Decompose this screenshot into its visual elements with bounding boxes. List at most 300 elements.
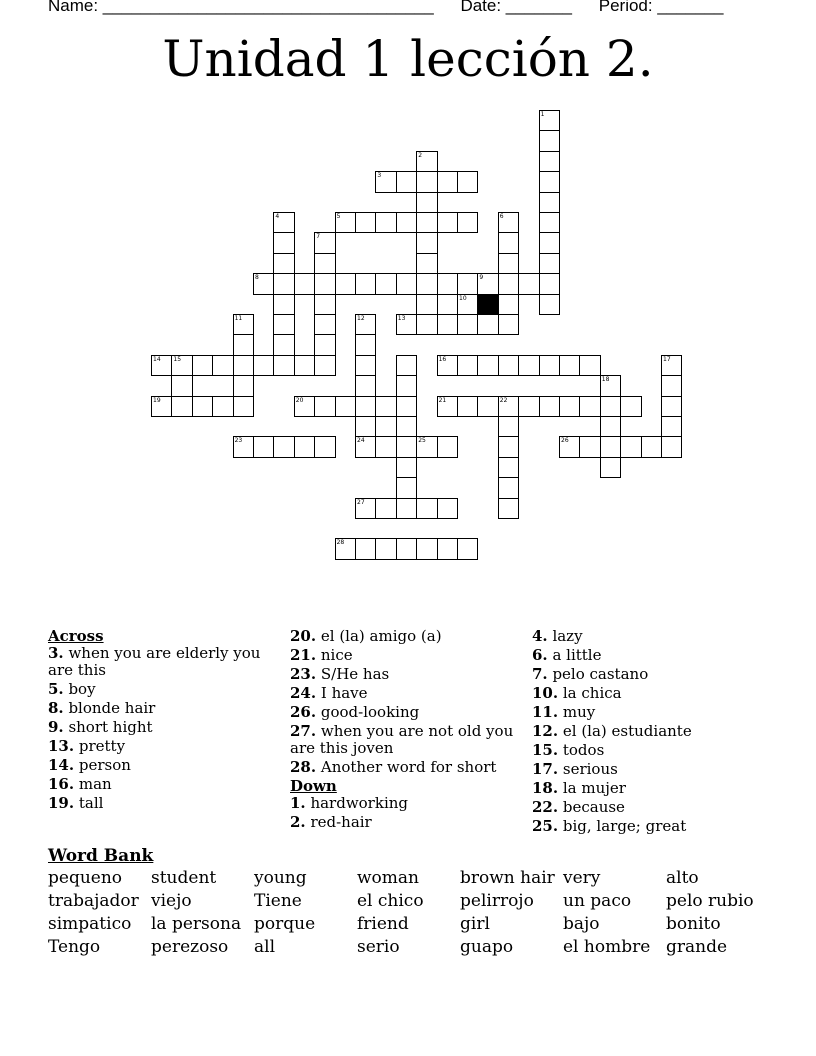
crossword-cell[interactable] [457, 538, 478, 559]
crossword-cell[interactable] [518, 355, 539, 376]
clue-text: because [558, 798, 625, 816]
crossword-cell[interactable] [457, 396, 478, 417]
crossword-cell[interactable] [253, 273, 274, 294]
crossword-cell[interactable] [314, 436, 335, 457]
clue-text: pelo castano [547, 665, 649, 683]
down-clue [532, 818, 772, 835]
clue-number: 27. [290, 722, 317, 740]
crossword-cell[interactable] [437, 396, 458, 417]
crossword-cell[interactable] [375, 498, 396, 519]
clue-text: el (la) amigo (a) [316, 627, 442, 645]
cell-number: 1 [540, 111, 545, 118]
crossword-cell[interactable] [498, 294, 519, 315]
clue-number: 16. [48, 775, 75, 793]
period-field[interactable]: Period: _______ [598, 0, 724, 15]
crossword-cell[interactable] [335, 273, 356, 294]
word-bank [48, 868, 769, 957]
down-clue [532, 666, 772, 683]
crossword-cell[interactable] [457, 294, 478, 315]
crossword-cell[interactable] [273, 273, 294, 294]
crossword-cell[interactable] [355, 273, 376, 294]
word-bank-item: la persona [151, 914, 242, 934]
crossword-cell[interactable] [416, 171, 437, 192]
word-bank-item: young [254, 868, 307, 888]
down-clue [290, 814, 530, 831]
crossword-cell[interactable] [437, 436, 458, 457]
cell-number: 18 [601, 376, 610, 384]
clue-text: a little [547, 646, 602, 664]
crossword-cell[interactable] [457, 355, 478, 376]
date-field[interactable]: Date: _______ [460, 0, 572, 15]
clue-text: lazy [547, 627, 583, 645]
crossword-cell[interactable] [212, 355, 233, 376]
clue-number: 22. [532, 798, 559, 816]
down-clue [532, 799, 772, 816]
clue-number: 3. [48, 644, 64, 662]
crossword-cell[interactable] [396, 375, 417, 396]
clue-number: 12. [532, 722, 559, 740]
crossword-cell[interactable] [539, 212, 560, 233]
crossword-cell[interactable] [396, 314, 417, 335]
across-heading: Across [48, 627, 104, 645]
crossword-cell[interactable] [396, 212, 417, 233]
crossword-cell[interactable] [233, 334, 254, 355]
crossword-cell[interactable] [375, 436, 396, 457]
page-title: Unidad 1 lección 2. [162, 30, 654, 88]
clue-text: good-looking [316, 703, 420, 721]
down-clue [532, 647, 772, 664]
cell-number: 13 [397, 315, 406, 322]
clue-number: 19. [48, 794, 75, 812]
crossword-cell[interactable] [314, 334, 335, 355]
crossword-cell[interactable] [314, 355, 335, 376]
word-bank-item: serio [357, 937, 400, 957]
word-bank-item: Tengo [48, 937, 101, 957]
crossword-cell[interactable] [233, 314, 254, 335]
word-bank-title: Word Bank [48, 846, 154, 866]
crossword-cell[interactable] [437, 314, 458, 335]
cell-number: 7 [316, 233, 321, 241]
clue-text: serious [558, 760, 618, 778]
crossword-cell[interactable] [539, 110, 560, 131]
crossword-cell[interactable] [396, 396, 417, 417]
crossword-cell[interactable] [579, 396, 600, 417]
crossword-cell[interactable] [457, 212, 478, 233]
clue-text: boy [63, 680, 96, 698]
crossword-cell[interactable] [539, 151, 560, 172]
clue-text: la mujer [558, 779, 626, 797]
crossword-cell[interactable] [498, 253, 519, 274]
crossword-cell[interactable] [518, 273, 539, 294]
crossword-cell[interactable] [253, 355, 274, 376]
crossword-cell[interactable] [396, 477, 417, 498]
down-clue [290, 795, 530, 812]
crossword-cell[interactable] [396, 436, 417, 457]
clues-column-1 [48, 628, 288, 814]
clue-number: 10. [532, 684, 559, 702]
crossword-cell[interactable] [396, 273, 417, 294]
crossword-cell[interactable] [355, 375, 376, 396]
crossword-cell[interactable] [396, 416, 417, 437]
clue-text: blonde hair [63, 699, 156, 717]
across-clue [290, 704, 530, 721]
cell-number: 24 [357, 437, 365, 445]
crossword-cell[interactable] [579, 355, 600, 376]
crossword-cell[interactable] [539, 294, 560, 315]
crossword-cell[interactable] [375, 396, 396, 417]
down-heading: Down [290, 777, 337, 795]
crossword-cell[interactable] [273, 436, 294, 457]
crossword-cell[interactable] [600, 416, 621, 437]
cell-number: 15 [173, 355, 182, 363]
clue-number: 13. [48, 737, 75, 755]
crossword-cell[interactable] [416, 498, 437, 519]
clue-text: muy [558, 703, 596, 721]
crossword-cell[interactable] [477, 294, 498, 315]
clue-number: 23. [290, 665, 317, 683]
black-square [477, 294, 498, 315]
crossword-cell[interactable] [600, 436, 621, 457]
cell-number: 19 [153, 396, 161, 404]
clue-number: 15. [532, 741, 559, 759]
crossword-cell[interactable] [498, 477, 519, 498]
crossword-cell[interactable] [600, 457, 621, 478]
crossword-cell[interactable] [233, 396, 254, 417]
crossword-cell[interactable] [539, 253, 560, 274]
crossword-cell[interactable] [355, 416, 376, 437]
crossword-cell[interactable] [314, 396, 335, 417]
word-bank-item: simpatico [48, 914, 132, 934]
word-bank-item: very [563, 868, 601, 888]
across-clue [290, 647, 530, 664]
crossword-cell[interactable] [294, 273, 315, 294]
crossword-cell[interactable] [151, 396, 172, 417]
crossword-cell[interactable] [416, 436, 437, 457]
crossword-cell[interactable] [498, 396, 519, 417]
clue-text: I have [316, 684, 368, 702]
clue-text: la chica [558, 684, 622, 702]
crossword-cell[interactable] [355, 396, 376, 417]
crossword-cell[interactable] [171, 355, 192, 376]
word-bank-item: pelirrojo [460, 891, 534, 911]
crossword-cell[interactable] [416, 192, 437, 213]
word-bank-item: Tiene [254, 891, 302, 911]
crossword-cell[interactable] [355, 355, 376, 376]
crossword-cell[interactable] [437, 273, 458, 294]
across-clue [48, 645, 288, 679]
clue-text: when you are elderly you are this [48, 644, 261, 679]
across-clue [48, 719, 288, 736]
crossword-cell[interactable] [171, 396, 192, 417]
cell-number: 11 [234, 315, 243, 322]
word-bank-item: alto [666, 868, 699, 888]
down-clue [532, 761, 772, 778]
crossword-cell[interactable] [355, 314, 376, 335]
crossword-cell[interactable] [314, 294, 335, 315]
cell-number: 3 [377, 172, 382, 180]
crossword-cell[interactable] [233, 375, 254, 396]
crossword-cell[interactable] [416, 253, 437, 274]
crossword-cell[interactable] [600, 396, 621, 417]
crossword-cell[interactable] [661, 355, 682, 376]
crossword-cell[interactable] [355, 212, 376, 233]
crossword-cell[interactable] [559, 436, 580, 457]
clue-number: 7. [532, 665, 548, 683]
word-bank-item: el hombre [563, 937, 651, 957]
word-bank-item: un paco [563, 891, 632, 911]
word-bank-item: perezoso [151, 937, 229, 957]
down-clue [532, 723, 772, 740]
crossword-cell[interactable] [457, 273, 478, 294]
across-clue [48, 681, 288, 698]
cell-number: 6 [499, 213, 504, 220]
crossword-cell[interactable] [437, 538, 458, 559]
down-clue [532, 780, 772, 797]
crossword-cell[interactable] [539, 130, 560, 151]
cell-number: 12 [357, 315, 365, 322]
word-bank-item: viejo [151, 891, 192, 911]
crossword-cell[interactable] [620, 436, 641, 457]
crossword-cell[interactable] [498, 314, 519, 335]
crossword-cell[interactable] [437, 355, 458, 376]
crossword-cell[interactable] [559, 355, 580, 376]
cell-number: 2 [418, 151, 423, 159]
crossword-cell[interactable] [273, 232, 294, 253]
clue-text: Another word for short [316, 758, 497, 776]
word-bank-item: trabajador [48, 891, 139, 911]
clue-text: S/He has [316, 665, 390, 683]
clue-number: 11. [532, 703, 559, 721]
clue-text: big, large; great [558, 817, 687, 835]
across-clue [290, 759, 530, 776]
crossword-cell[interactable] [335, 538, 356, 559]
crossword-cell[interactable] [314, 273, 335, 294]
cell-number: 10 [459, 294, 467, 302]
crossword-cell[interactable] [253, 436, 274, 457]
crossword-cell[interactable] [314, 232, 335, 253]
crossword-cell[interactable] [375, 538, 396, 559]
crossword-cell[interactable] [355, 334, 376, 355]
clue-number: 8. [48, 699, 64, 717]
cell-number: 23 [234, 437, 243, 445]
clue-text: el (la) estudiante [558, 722, 692, 740]
crossword-cell[interactable] [212, 396, 233, 417]
crossword-cell[interactable] [661, 436, 682, 457]
crossword-cell[interactable] [294, 396, 315, 417]
crossword-cell[interactable] [477, 355, 498, 376]
clue-text: pretty [74, 737, 126, 755]
crossword-cell[interactable] [437, 171, 458, 192]
cell-number: 17 [663, 355, 671, 363]
across-clue [290, 723, 530, 757]
clue-text: red-hair [305, 813, 372, 831]
crossword-cell[interactable] [273, 334, 294, 355]
down-clue [532, 742, 772, 759]
crossword-cell[interactable] [539, 232, 560, 253]
crossword-cell[interactable] [355, 538, 376, 559]
crossword-cell[interactable] [192, 396, 213, 417]
crossword-cell[interactable] [355, 436, 376, 457]
crossword-cell[interactable] [539, 171, 560, 192]
crossword-cell[interactable] [437, 212, 458, 233]
crossword-cell[interactable] [661, 396, 682, 417]
cell-number: 20 [295, 396, 304, 404]
clue-number: 9. [48, 718, 64, 736]
word-bank-item: bajo [563, 914, 600, 934]
crossword-cell[interactable] [355, 498, 376, 519]
crossword-cell[interactable] [579, 436, 600, 457]
cell-number: 4 [275, 213, 280, 220]
clue-number: 14. [48, 756, 75, 774]
crossword-cell[interactable] [151, 355, 172, 376]
cell-number: 8 [255, 274, 259, 282]
clue-number: 17. [532, 760, 559, 778]
crossword-cell[interactable] [498, 416, 519, 437]
crossword-cell[interactable] [416, 314, 437, 335]
crossword-cell[interactable] [498, 436, 519, 457]
clue-number: 24. [290, 684, 317, 702]
cell-number: 27 [357, 498, 365, 506]
clue-text: short hight [63, 718, 153, 736]
clues-column-2 [290, 628, 530, 833]
crossword-cell[interactable] [620, 396, 641, 417]
crossword-cell[interactable] [335, 212, 356, 233]
clue-number: 2. [290, 813, 306, 831]
crossword-cell[interactable] [314, 314, 335, 335]
clue-number: 28. [290, 758, 317, 776]
word-bank-item: girl [460, 914, 490, 934]
crossword-cell[interactable] [171, 375, 192, 396]
clue-text: todos [558, 741, 605, 759]
crossword-cell[interactable] [375, 212, 396, 233]
clue-text: man [74, 775, 112, 793]
crossword-cell[interactable] [600, 375, 621, 396]
crossword-cell[interactable] [375, 171, 396, 192]
crossword-cell[interactable] [559, 396, 580, 417]
across-clue [48, 700, 288, 717]
cell-number: 16 [438, 355, 447, 363]
crossword-cell[interactable] [273, 355, 294, 376]
clues-column-3 [532, 628, 772, 837]
crossword-cell[interactable] [416, 538, 437, 559]
clue-number: 25. [532, 817, 559, 835]
word-bank-item: pelo rubio [666, 891, 754, 911]
down-clue [532, 685, 772, 702]
cell-number: 25 [418, 437, 426, 445]
crossword-cell[interactable] [314, 253, 335, 274]
crossword-cell[interactable] [498, 212, 519, 233]
crossword-cell[interactable] [416, 232, 437, 253]
crossword-cell[interactable] [396, 498, 417, 519]
crossword-cell[interactable] [294, 355, 315, 376]
word-bank-item: grande [666, 937, 728, 957]
crossword-cell[interactable] [396, 355, 417, 376]
header-fields [48, 0, 728, 16]
crossword-cell[interactable] [273, 253, 294, 274]
word-bank-item: el chico [357, 891, 424, 911]
word-bank-item: bonito [666, 914, 721, 934]
crossword-cell[interactable] [396, 457, 417, 478]
crossword-cell[interactable] [233, 355, 254, 376]
word-bank-item: student [151, 868, 217, 888]
cell-number: 28 [336, 539, 345, 547]
word-bank-item: all [254, 937, 276, 957]
clue-text: when you are not old you are this joven [290, 722, 514, 757]
crossword-cell[interactable] [437, 498, 458, 519]
word-bank-item: brown hair [460, 868, 555, 888]
crossword-cell[interactable] [477, 396, 498, 417]
crossword-cell[interactable] [539, 355, 560, 376]
clue-text: hardworking [305, 794, 409, 812]
across-clue [48, 757, 288, 774]
across-clue [48, 738, 288, 755]
clue-number: 5. [48, 680, 64, 698]
down-clue [532, 628, 772, 645]
word-bank-item: pequeno [48, 868, 123, 888]
cell-number: 22 [499, 396, 508, 404]
crossword-cell[interactable] [539, 396, 560, 417]
crossword-cell[interactable] [273, 294, 294, 315]
crossword-cell[interactable] [416, 212, 437, 233]
crossword-cell[interactable] [294, 436, 315, 457]
crossword-cell[interactable] [477, 314, 498, 335]
crossword-cell[interactable] [498, 498, 519, 519]
crossword-cell[interactable] [273, 212, 294, 233]
word-bank-item: porque [254, 914, 316, 934]
cell-number: 5 [336, 213, 341, 220]
crossword-cell[interactable] [416, 273, 437, 294]
word-bank-item: guapo [460, 937, 514, 957]
crossword-cell[interactable] [416, 151, 437, 172]
crossword-cell[interactable] [661, 416, 682, 437]
crossword-cell[interactable] [335, 396, 356, 417]
crossword-cell[interactable] [661, 375, 682, 396]
crossword-cell[interactable] [539, 192, 560, 213]
across-clue [48, 776, 288, 793]
clue-text: person [74, 756, 131, 774]
clue-number: 1. [290, 794, 306, 812]
clue-text: tall [74, 794, 104, 812]
clue-text: nice [316, 646, 353, 664]
crossword-cell[interactable] [457, 171, 478, 192]
crossword-cell[interactable] [518, 396, 539, 417]
cell-number: 21 [438, 396, 447, 404]
crossword-cell[interactable] [396, 171, 417, 192]
cell-number: 14 [153, 355, 161, 363]
crossword-cell[interactable] [498, 457, 519, 478]
crossword-cell[interactable] [498, 232, 519, 253]
across-clue [48, 795, 288, 812]
crossword-cell[interactable] [457, 314, 478, 335]
crossword-cell[interactable] [375, 273, 396, 294]
crossword-cell[interactable] [477, 273, 498, 294]
crossword-cell[interactable] [192, 355, 213, 376]
crossword-cell[interactable] [539, 273, 560, 294]
across-clue [290, 628, 530, 645]
clue-number: 6. [532, 646, 548, 664]
crossword-cell[interactable] [641, 436, 662, 457]
crossword-cell[interactable] [498, 355, 519, 376]
across-clue [290, 666, 530, 683]
crossword-cell[interactable] [233, 436, 254, 457]
crossword-cell[interactable] [416, 294, 437, 315]
name-field[interactable]: Name: ___________________________________ [48, 0, 434, 15]
crossword-cell[interactable] [396, 538, 417, 559]
word-bank-item: woman [357, 868, 419, 888]
across-clue [290, 685, 530, 702]
crossword-cell[interactable] [273, 314, 294, 335]
crossword-cell[interactable] [498, 273, 519, 294]
